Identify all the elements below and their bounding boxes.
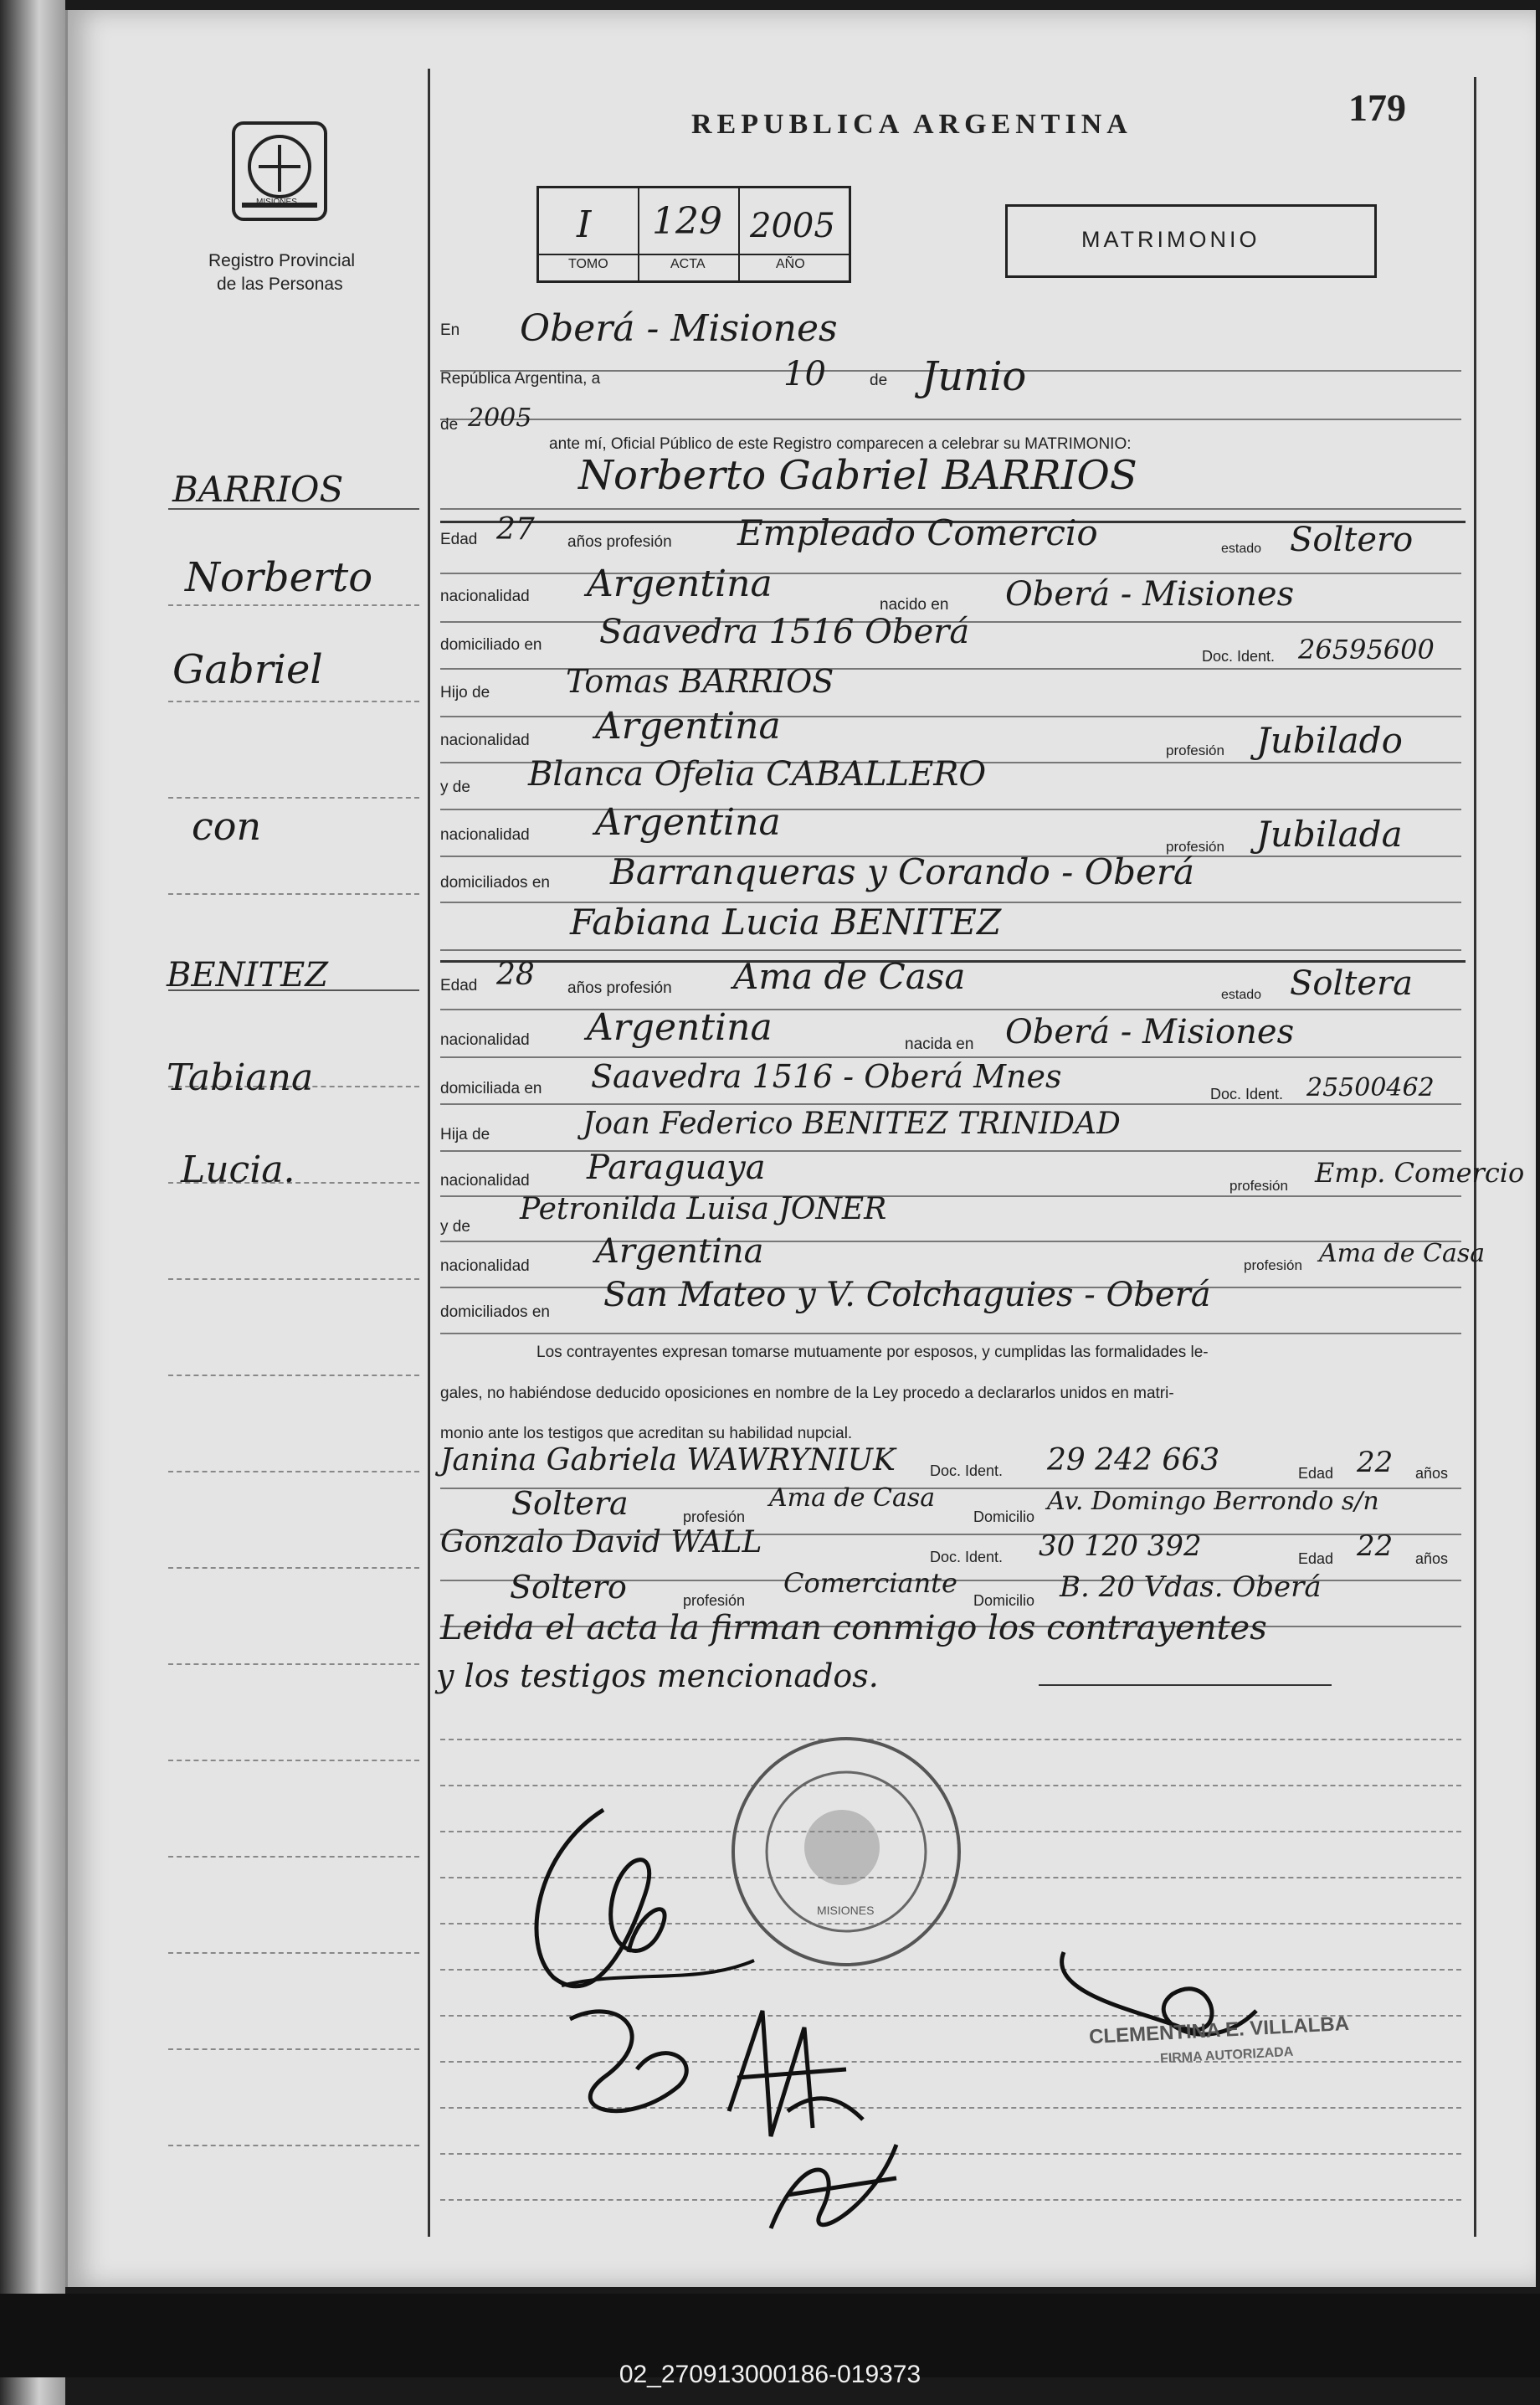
bride-father-prof-label: profesión [1229, 1178, 1288, 1194]
rule [440, 419, 1461, 420]
groom-mother-nat: Argentina [595, 801, 781, 844]
groom-born: Oberá - Misiones [1005, 575, 1295, 614]
declaration-line-1: Los contrayentes expresan tomarse mutuamente por esposos, y cumplidas las formalidades le- [536, 1344, 1209, 1361]
witness2-status: Soltero [510, 1569, 627, 1606]
groom-edad-label: Edad [440, 531, 478, 548]
groom-anos-label: años profesión [567, 533, 672, 551]
rule [440, 949, 1461, 951]
witness2-doc: 30 120 392 [1039, 1529, 1202, 1563]
margin-surname-bride: BENITEZ [167, 956, 329, 994]
witness2-profession: Comerciante [783, 1567, 957, 1599]
margin-line [168, 1952, 419, 1954]
witness1-status: Soltera [511, 1485, 629, 1522]
bride-full-name: Fabiana Lucia BENITEZ [570, 902, 1002, 943]
rule [440, 2199, 1461, 2201]
emblem-caption: MISIONES [256, 198, 297, 207]
signature-witness-2 [737, 2111, 921, 2262]
bride-dom-label: domiciliada en [440, 1080, 542, 1097]
bride-doc-label: Doc. Ident. [1210, 1086, 1284, 1102]
bride-hija-label: Hija de [440, 1126, 490, 1143]
rule [440, 809, 1461, 810]
republica-label: República Argentina, a [440, 370, 601, 388]
rule [440, 2153, 1461, 2155]
groom-mother-nat-label: nacionalidad [440, 826, 530, 844]
margin-line [168, 1856, 419, 1858]
bride-status: Soltera [1290, 964, 1413, 1003]
groom-doc-label: Doc. Ident. [1202, 648, 1276, 665]
groom-parents-address: Barranqueras y Corando - Oberá [610, 851, 1194, 892]
margin-con: con [192, 804, 262, 849]
margin-line [168, 2048, 419, 2050]
bride-parents-dom-label: domiciliados en [440, 1303, 550, 1321]
groom-nationality: Argentina [587, 563, 773, 605]
bride-father-prof: Emp. Comercio [1315, 1157, 1525, 1189]
groom-estado-label: estado [1221, 542, 1262, 556]
margin-line [168, 1567, 419, 1569]
margin-line [168, 893, 419, 895]
bride-nat-label: nacionalidad [440, 1031, 530, 1049]
margin-line [168, 1760, 419, 1761]
witness2-dom-label: Domicilio [973, 1592, 1035, 1609]
margin-line [168, 1471, 419, 1472]
rule [440, 1241, 1461, 1242]
rule [1039, 1684, 1332, 1686]
margin-line [168, 701, 419, 702]
bride-age: 28 [496, 958, 535, 992]
closing-line-2: y los testigos mencionados. [436, 1657, 879, 1694]
groom-profession: Empleado Comercio [737, 512, 1098, 553]
doc-type-box [1005, 204, 1377, 278]
bride-profession: Ama de Casa [733, 956, 966, 997]
bride-mother-prof: Ama de Casa [1319, 1239, 1486, 1268]
ano-value: 2005 [750, 207, 835, 245]
groom-nacido-label: nacido en [880, 596, 949, 614]
registry-name: Registro Provincial [208, 251, 356, 270]
groom-yde-label: y de [440, 779, 470, 796]
month-value: Junio [921, 353, 1027, 400]
groom-mother-prof-label: profesión [1166, 839, 1224, 855]
bride-estado-label: estado [1221, 988, 1262, 1002]
margin-line [168, 1663, 419, 1665]
groom-mother: Blanca Ofelia CABALLERO [528, 755, 987, 794]
groom-full-name: Norberto Gabriel BARRIOS [578, 452, 1137, 499]
en-label: En [440, 321, 460, 339]
margin-line [168, 1375, 419, 1376]
margin-name-groom-1: Norberto [185, 554, 373, 601]
bride-doc: 25500462 [1306, 1073, 1435, 1102]
witness1-profession: Ama de Casa [769, 1483, 936, 1513]
witness2-edad-label: Edad [1298, 1550, 1334, 1567]
tomo-value: I [577, 203, 592, 246]
witness1-edad-label: Edad [1298, 1465, 1334, 1482]
witness2-prof-label: profesión [683, 1592, 746, 1609]
groom-mother-prof: Jubilada [1256, 814, 1403, 855]
groom-hijo-label: Hijo de [440, 684, 490, 701]
column-divider [428, 69, 430, 2237]
seal-caption: MISIONES [817, 1904, 875, 1917]
rule [440, 1103, 1461, 1105]
page-number: 179 [1348, 86, 1406, 129]
bride-parents-address: San Mateo y V. Colchaguies - Oberá [603, 1276, 1211, 1314]
margin-line [168, 604, 419, 606]
witness2-anos-label: años [1415, 1550, 1449, 1567]
bride-father-nat: Paraguaya [587, 1149, 766, 1187]
coat-of-arms-icon [225, 115, 334, 228]
bride-nationality: Argentina [587, 1006, 773, 1049]
bride-father-nat-label: nacionalidad [440, 1172, 530, 1190]
rule [440, 716, 1461, 717]
bride-mother-nat: Argentina [595, 1232, 764, 1271]
bride-mother: Petronilda Luisa JONER [520, 1192, 887, 1226]
groom-parents-dom-label: domiciliados en [440, 874, 550, 892]
year-value: 2005 [468, 403, 532, 433]
bride-mother-nat-label: nacionalidad [440, 1257, 530, 1275]
witness2-age: 22 [1357, 1529, 1394, 1563]
groom-father-nat: Argentina [595, 705, 781, 748]
groom-status: Soltero [1290, 521, 1414, 559]
margin-line [168, 1278, 419, 1280]
groom-father-prof: Jubilado [1256, 720, 1403, 761]
bride-edad-label: Edad [440, 977, 478, 994]
doc-type-label: MATRIMONIO [1081, 227, 1260, 252]
witness1-anos-label: años [1415, 1465, 1449, 1482]
bride-father: Joan Federico BENITEZ TRINIDAD [583, 1107, 1121, 1141]
registry-name-2: de las Personas [217, 275, 343, 294]
file-code: 02_270913000186-019373 [619, 2361, 921, 2388]
witness1-prof-label: profesión [683, 1508, 746, 1525]
closing-line-1: Leida el acta la firman conmigo los contrayentes [440, 1609, 1267, 1647]
groom-nat-label: nacionalidad [440, 588, 530, 605]
bride-nacida-label: nacida en [905, 1035, 974, 1053]
bride-address: Saavedra 1516 - Oberá Mnes [591, 1058, 1062, 1095]
groom-doc: 26595600 [1298, 634, 1435, 665]
witness2-name: Gonzalo David WALL [440, 1525, 762, 1560]
margin-name-groom-2: Gabriel [172, 646, 323, 693]
witness1-doc-label: Doc. Ident. [930, 1462, 1004, 1479]
officer-stamp-role: FIRMA AUTORIZADA [1159, 2044, 1294, 2067]
margin-name-bride-2: Lucia. [181, 1149, 295, 1191]
acta-value: 129 [652, 200, 722, 243]
officer-stamp-name: CLEMENTINA E. VILLALBA [1088, 2012, 1350, 2049]
day-value: 10 [783, 355, 826, 393]
country-title: REPUBLICA ARGENTINA [691, 109, 1132, 140]
witness2-doc-label: Doc. Ident. [930, 1549, 1004, 1565]
document-page [65, 10, 1536, 2287]
rule [440, 508, 1461, 510]
margin-line [168, 2145, 419, 2146]
ante-label: ante mí, Oficial Público de este Registro comparecen a celebrar su MATRIMONIO: [549, 435, 1132, 453]
witness1-age: 22 [1357, 1446, 1394, 1479]
witness1-address: Av. Domingo Berrondo s/n [1047, 1487, 1379, 1516]
witness1-dom-label: Domicilio [973, 1508, 1035, 1525]
bride-mother-prof-label: profesión [1244, 1257, 1302, 1273]
margin-line [168, 797, 419, 799]
rule [440, 1333, 1461, 1334]
witness1-doc: 29 242 663 [1047, 1443, 1220, 1477]
groom-age: 27 [496, 512, 535, 547]
groom-father-nat-label: nacionalidad [440, 732, 530, 749]
acta-label: ACTA [670, 257, 706, 271]
witness2-address: B. 20 Vdas. Oberá [1060, 1570, 1322, 1604]
declaration-line-2: gales, no habiéndose deducido oposiciones en nombre de la Ley procedo a declararlos unidos en matri- [440, 1385, 1174, 1402]
binder-edge [0, 0, 65, 2405]
groom-father: Tomas BARRIOS [566, 663, 834, 700]
de-year-label: de [440, 416, 459, 434]
bride-yde-label: y de [440, 1218, 470, 1236]
declaration-line-3: monio ante los testigos que acreditan su habilidad nupcial. [440, 1425, 853, 1442]
place-value: Oberá - Misiones [520, 307, 838, 350]
de-label: de [870, 372, 888, 389]
signature-bride [536, 1986, 721, 2153]
groom-dom-label: domiciliado en [440, 636, 542, 654]
tomo-label: TOMO [568, 257, 608, 271]
record-id-box [536, 186, 851, 283]
groom-father-prof-label: profesión [1166, 743, 1224, 758]
margin-name-bride-1: Tabiana [167, 1056, 314, 1099]
ano-label: AÑO [776, 257, 805, 271]
witness1-name: Janina Gabriela WAWRYNIUK [440, 1443, 896, 1477]
margin-surname-groom: BARRIOS [172, 469, 344, 510]
bride-anos-label: años profesión [567, 979, 672, 997]
bride-born: Oberá - Misiones [1005, 1013, 1295, 1051]
groom-address: Saavedra 1516 Oberá [599, 613, 970, 651]
